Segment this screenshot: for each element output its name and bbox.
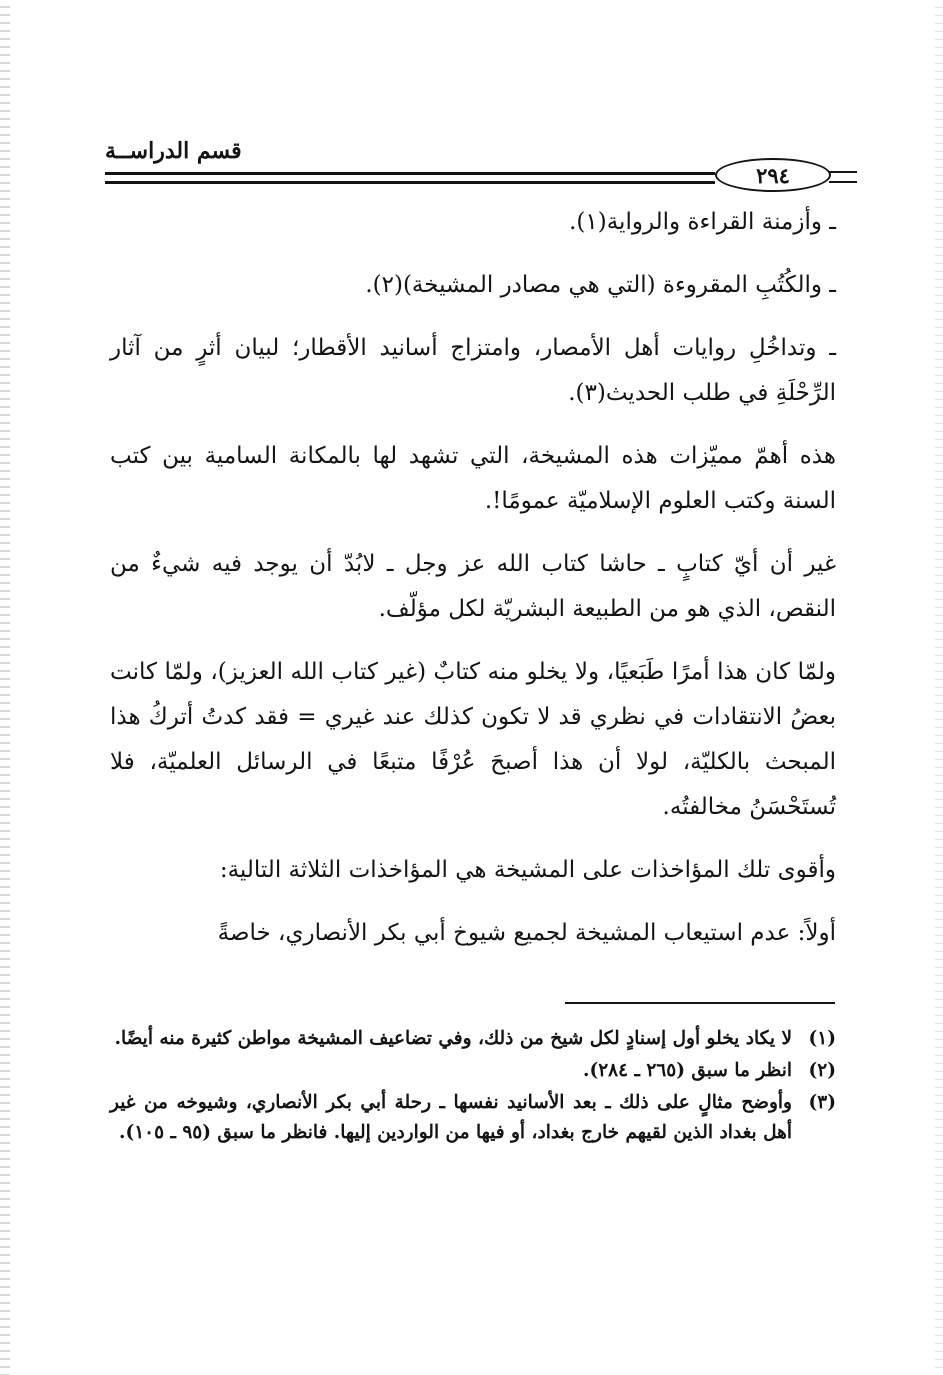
footnote-text: لا يكاد يخلو أول إسنادٍ لكل شيخ من ذلك، وفي تضاعيف المشيخة مواطن كثيرة منه أيضًا.	[114, 1028, 792, 1049]
footnote-text: انظر ما سبق (٢٦٥ ـ ٢٨٤).	[583, 1060, 792, 1081]
footnotes	[110, 1024, 836, 1150]
header-rule	[105, 172, 715, 183]
footnote-number: (٢)	[808, 1060, 836, 1081]
footnote-separator	[565, 1002, 835, 1004]
page-number-oval	[715, 158, 831, 192]
footnote	[110, 1024, 836, 1054]
footnote	[110, 1056, 836, 1086]
paragraph: ـ والكُتُبِ المقروءة (التي هي مصادر المشيخة)(٢).	[365, 272, 836, 298]
paragraph: ـ وأزمنة القراءة والرواية(١).	[569, 209, 836, 235]
page-left-edge	[0, 0, 10, 1375]
paragraph: ـ وتداخُلِ روايات أهل الأمصار، وامتزاج أسانيد الأقطار؛ لبيان أثرٍ من آثار الرِّحْلَةِ في طلب الحديث(٣).	[110, 335, 836, 406]
footnote	[110, 1088, 836, 1148]
header-rule-thin	[105, 183, 715, 184]
footnote-number: (١)	[808, 1028, 836, 1049]
paragraph: ولمّا كان هذا أمرًا طَبَعيًا، ولا يخلو منه كتابٌ (غير كتاب الله العزيز)، ولمّا كانت بعضُ الانتقادات في نظري قد لا تكون كذلك عند غيري = فقد كدتُ أتركُ هذا المبحث بالكليّة، لولا أن هذا أصبحَ عُرْفًا متبعًا في الرسائل العلميّة، فلا تُستَحْسَنُ مخالفتُه.	[110, 659, 836, 820]
page-right-edge	[935, 0, 943, 1375]
paragraph: وأقوى تلك المؤاخذات على المشيخة هي المؤاخذات الثلاثة التالية:	[219, 857, 836, 883]
paragraph: غير أن أيّ كتابٍ ـ حاشا كتاب الله عز وجل ـ لابُدّ أن يوجد فيه شيءٌ من النقص، الذي هو من الطبيعة البشريّة لكل مؤلّف.	[110, 551, 836, 622]
footnote-text: وأوضح مثالٍ على ذلك ـ بعد الأسانيد نفسها ـ رحلة أبي بكر الأنصاري، وشيوخه من غير أهل بغداد الذين لقيهم خارج بغداد، أو فيها من الواردين إليها. فانظر ما سبق (٩٥ ـ ١٠٥).	[110, 1092, 792, 1143]
page-header	[105, 138, 835, 188]
main-text	[110, 200, 836, 974]
paragraph: أولاً: عدم استيعاب المشيخة لجميع شيوخ أبي بكر الأنصاري، خاصةً	[217, 920, 836, 946]
header-rule-right	[829, 171, 857, 183]
paragraph: هذه أهمّ مميّزات هذه المشيخة، التي تشهد لها بالمكانة السامية بين كتب السنة وكتب العلوم الإسلاميّة عمومًا!.	[110, 443, 836, 514]
footnote-number: (٣)	[808, 1092, 836, 1113]
page-number: ٢٩٤	[756, 162, 790, 188]
section-title: قسم الدراســة	[105, 138, 242, 164]
